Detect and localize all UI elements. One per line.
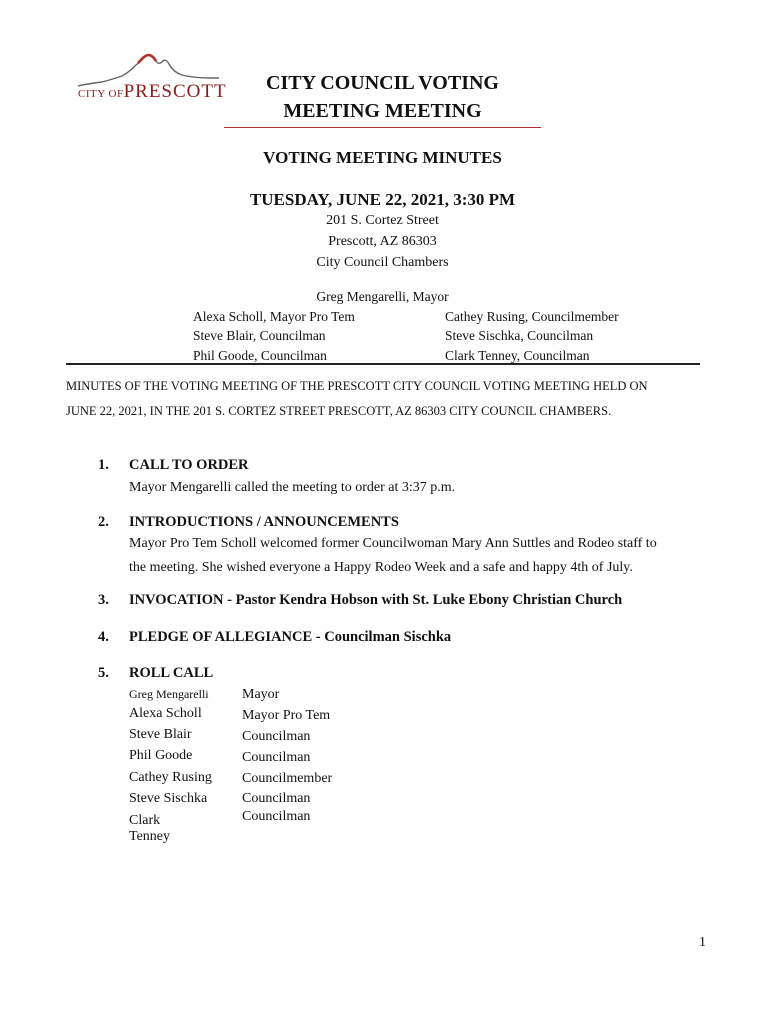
item-body-line: Mayor Pro Tem Scholl welcomed former Councilwoman Mary Ann Suttles and Rodeo staff to: [129, 536, 657, 551]
item-number: 3.: [98, 592, 109, 608]
roll-call-title: Mayor Pro Tem: [242, 708, 331, 723]
council-member-right: Steve Sischka, Councilman: [445, 328, 594, 343]
item-heading: INVOCATION - Pastor Kendra Hobson with St. Luke Ebony Christian Church: [129, 592, 623, 608]
council-member-left: Alexa Scholl, Mayor Pro Tem: [193, 309, 355, 324]
roll-call-title: Mayor: [242, 687, 280, 702]
subtitle: VOTING MEETING MINUTES: [263, 148, 502, 167]
item-body-line: the meeting. She wished everyone a Happy Rodeo Week and a safe and happy 4th of July.: [129, 560, 633, 575]
title-divider: [224, 127, 541, 128]
intro-line-2: JUNE 22, 2021, IN THE 201 S. CORTEZ STREET PRESCOTT, AZ 86303 CITY COUNCIL CHAMBERS.: [66, 404, 612, 418]
roll-call-title: Councilmember: [242, 771, 333, 786]
roll-call-name: Phil Goode: [129, 748, 193, 763]
logo-wordmark: [78, 81, 227, 103]
roll-call-title: Councilman: [242, 809, 311, 824]
roll-call-name: Alexa Scholl: [129, 706, 202, 721]
address-city: Prescott, AZ 86303: [328, 234, 437, 249]
roll-call-name: Clark: [129, 813, 161, 828]
address-street: 201 S. Cortez Street: [326, 213, 439, 228]
header-divider: [66, 363, 700, 365]
date-line: TUESDAY, JUNE 22, 2021, 3:30 PM: [249, 190, 516, 209]
council-member-right: Cathey Rusing, Councilmember: [445, 309, 619, 324]
intro-paragraph: [66, 374, 706, 424]
item-body: [129, 532, 689, 580]
council-member-left: Phil Goode, Councilman: [193, 348, 327, 363]
roll-call-name: Greg Mengarelli: [129, 687, 209, 701]
item-body: Mayor Mengarelli called the meeting to order at 3:37 p.m.: [129, 480, 456, 495]
item-number: 2.: [98, 514, 109, 530]
address-room: City Council Chambers: [316, 255, 449, 270]
page-number: 1: [699, 935, 706, 950]
roll-call-name: Steve Sischka: [129, 791, 208, 806]
council-mayor: Greg Mengarelli, Mayor: [316, 289, 449, 304]
roll-call-title: Councilman: [242, 750, 311, 765]
intro-line-1: MINUTES OF THE VOTING MEETING OF THE PRESCOTT CITY COUNCIL VOTING MEETING HELD ON: [66, 379, 648, 393]
roll-call-title: Councilman: [242, 791, 311, 806]
item-number: 4.: [98, 629, 109, 645]
logo-city-of: CITY OF: [78, 88, 124, 100]
roll-call-title: Councilman: [242, 729, 311, 744]
council-member-left: Steve Blair, Councilman: [193, 328, 326, 343]
logo-prescott: PRESCOTT: [123, 81, 227, 102]
title-line-1: CITY COUNCIL VOTING: [266, 72, 499, 94]
item-heading: INTRODUCTIONS / ANNOUNCEMENTS: [129, 514, 399, 530]
roll-call-name: Tenney: [129, 829, 171, 844]
city-logo: [76, 52, 227, 104]
roll-call-name: Steve Blair: [129, 727, 192, 742]
item-heading: PLEDGE OF ALLEGIANCE - Councilman Sischka: [129, 629, 452, 645]
council-member-right: Clark Tenney, Councilman: [445, 348, 590, 363]
title-line-2: MEETING MEETING: [283, 100, 482, 122]
item-number: 5.: [98, 665, 109, 681]
item-heading: CALL TO ORDER: [129, 457, 249, 473]
roll-call-name: Cathey Rusing: [129, 770, 212, 785]
item-heading: ROLL CALL: [129, 665, 214, 681]
item-number: 1.: [98, 457, 109, 473]
